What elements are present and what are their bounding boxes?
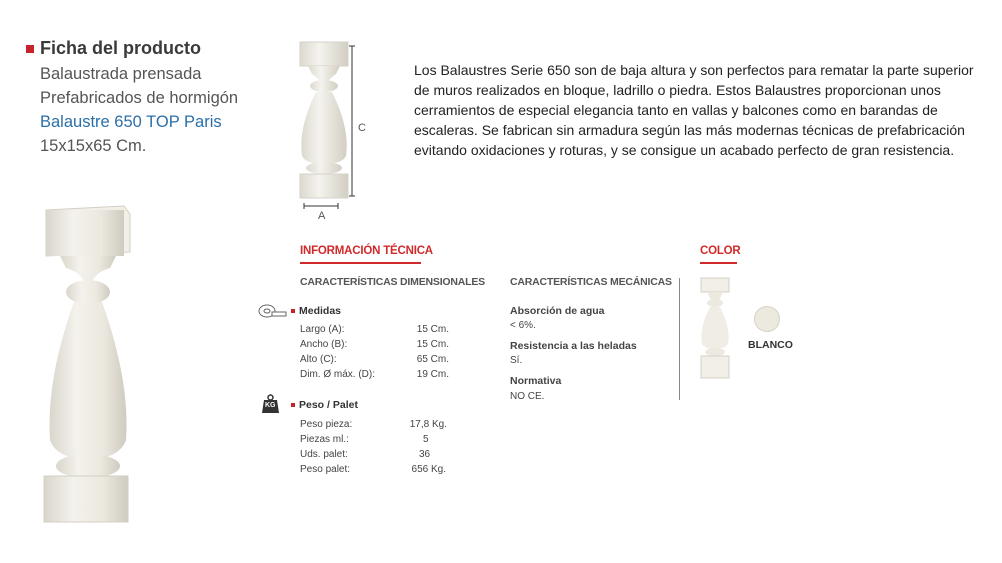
weight-value: 5 xyxy=(423,434,429,445)
technical-info-underline xyxy=(300,262,421,264)
mechanical-item-value: < 6%. xyxy=(510,320,536,331)
measure-value: 15 Cm. xyxy=(416,339,449,350)
measure-value: 19 Cm. xyxy=(416,369,449,380)
measure-label: Largo (A): xyxy=(300,324,345,335)
dimension-label-a: A xyxy=(318,210,326,222)
measure-label: Ancho (B): xyxy=(300,339,348,350)
measures-title: Medidas xyxy=(299,305,342,317)
measure-value: 15 Cm. xyxy=(416,324,449,335)
color-title: COLOR xyxy=(700,245,741,257)
product-family: Prefabricados de hormigón xyxy=(40,89,239,107)
weight-kg-icon xyxy=(261,394,280,414)
product-sheet-title-text: Ficha del producto xyxy=(40,38,202,58)
mechanical-item-value: NO CE. xyxy=(510,391,545,402)
color-sample-baluster xyxy=(697,276,733,382)
weight-value: 17,8 Kg. xyxy=(409,419,447,430)
dimensional-header: CARACTERÍSTICAS DIMENSIONALES xyxy=(300,276,485,288)
measures-group-title xyxy=(291,305,341,317)
measure-label: Alto (C): xyxy=(300,354,337,365)
mechanical-item-value: Sí. xyxy=(510,355,523,366)
weight-label: Peso pieza: xyxy=(300,419,353,430)
product-size: 15x15x65 Cm. xyxy=(40,137,147,155)
mechanical-header: CARACTERÍSTICAS MECÁNICAS xyxy=(510,276,672,288)
color-divider xyxy=(679,278,680,400)
mechanical-item-title: Absorción de agua xyxy=(510,305,605,317)
color-swatch[interactable] xyxy=(754,306,780,332)
mechanical-item-title: Normativa xyxy=(510,375,562,387)
weight-group-title xyxy=(291,399,358,411)
product-name: Balaustre 650 TOP Paris xyxy=(40,113,222,131)
title-bullet xyxy=(26,45,34,53)
measure-value: 65 Cm. xyxy=(416,354,449,365)
color-title-underline xyxy=(700,262,737,264)
baluster-photo xyxy=(36,200,136,526)
color-name: BLANCO xyxy=(748,339,793,351)
weight-value: 36 xyxy=(419,449,431,460)
weight-title: Peso / Palet xyxy=(299,399,358,411)
mechanical-item-title: Resistencia a las heladas xyxy=(510,340,637,352)
measures-bullet xyxy=(291,309,295,313)
weight-label: Peso palet: xyxy=(300,464,351,475)
technical-info-title: INFORMACIÓN TÉCNICA xyxy=(300,245,433,257)
weight-label: Uds. palet: xyxy=(300,449,348,460)
product-description: Los Balaustres Serie 650 son de baja altura y son perfectos para rematar la parte superior de muros realizados en bloque, ladrillo o piedra. Estos Balaustres proporcionan unos cerramientos de especial elegancia tanto en vallas y balcones como en barandas de escaleras. Se fabrican sin armadura según las más modernas técnicas de prefabricación evitando oxidaciones y roturas, y se consigue un acabado perfecto de gran resistencia. xyxy=(414,62,974,158)
product-sheet-title xyxy=(26,38,201,59)
dimension-label-c: C xyxy=(358,122,366,134)
product-category: Balaustrada prensada xyxy=(40,65,202,83)
weight-label: Piezas ml.: xyxy=(300,434,349,445)
weight-value: 656 Kg. xyxy=(411,464,446,475)
kg-badge-text: KG xyxy=(265,402,276,409)
weight-bullet xyxy=(291,403,295,407)
measuring-tape-icon xyxy=(258,303,288,319)
measure-label: Dim. Ø máx. (D): xyxy=(300,369,375,380)
